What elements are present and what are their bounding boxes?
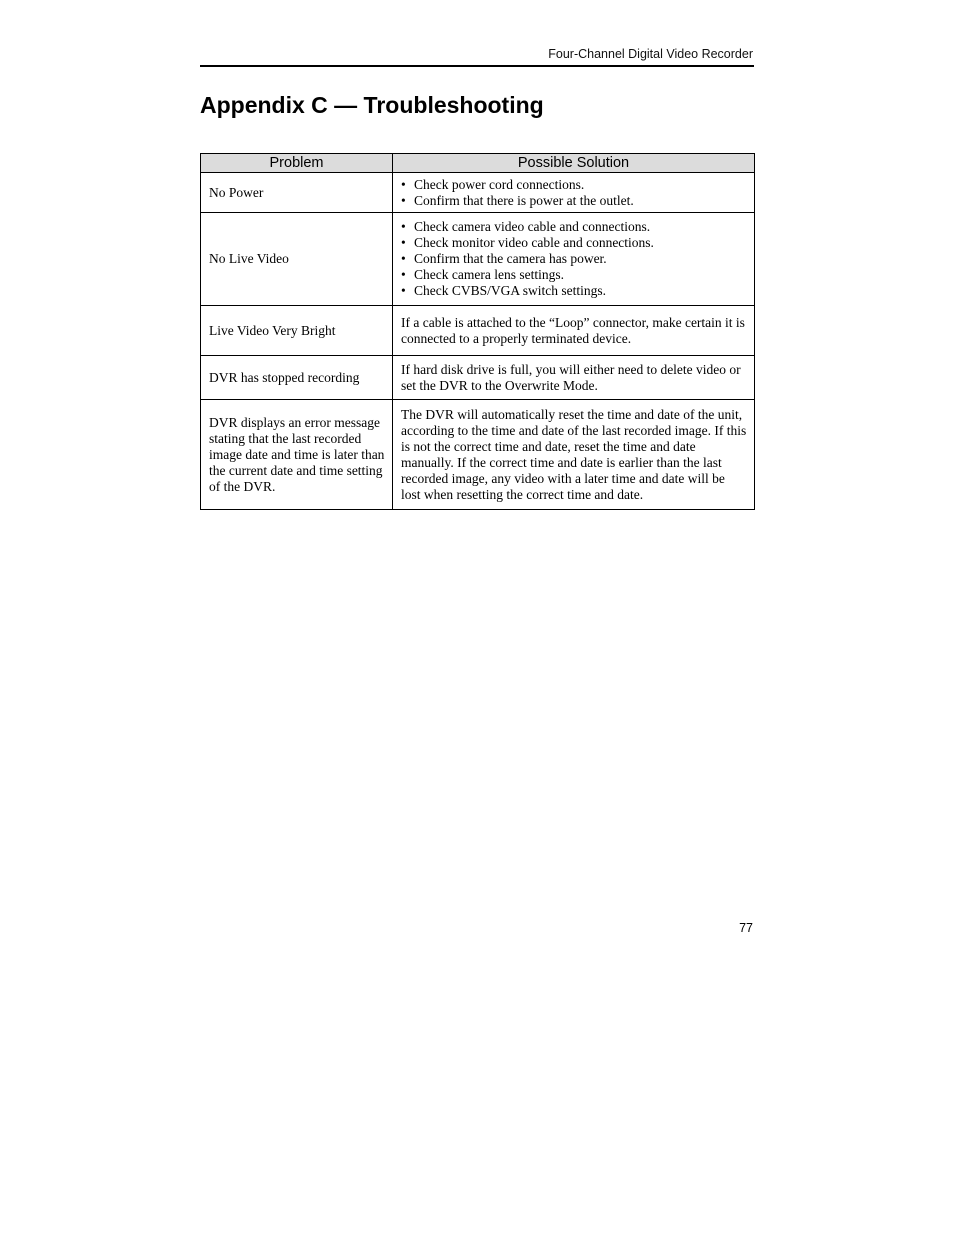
troubleshooting-table — [200, 153, 755, 510]
problem-cell: Live Video Very Bright — [201, 306, 393, 356]
solution-bullet: • Check camera video cable and connections. — [401, 219, 747, 235]
table-row — [201, 356, 755, 400]
table-row — [201, 400, 755, 510]
table-row — [201, 213, 755, 306]
solution-bullet: • Check camera lens settings. — [401, 267, 747, 283]
problem-cell: No Live Video — [201, 213, 393, 306]
problem-cell: DVR displays an error message stating that the last recorded image date and time is later than the current date and time setting of the DVR. — [201, 400, 393, 510]
header-rule — [200, 65, 754, 67]
column-header-solution: Possible Solution — [393, 154, 755, 173]
problem-cell: DVR has stopped recording — [201, 356, 393, 400]
page-number: 77 — [739, 921, 753, 935]
page-title: Appendix C — Troubleshooting — [200, 92, 544, 118]
solution-cell: If hard disk drive is full, you will either need to delete video or set the DVR to the Overwrite Mode. — [393, 356, 755, 400]
running-header: Four-Channel Digital Video Recorder — [548, 47, 753, 61]
solution-bullet: • Confirm that there is power at the outlet. — [401, 193, 747, 209]
solution-bullet-list — [401, 219, 747, 299]
solution-cell: The DVR will automatically reset the time and date of the unit, according to the time and date of the last recorded image. If this is not the correct time and date, reset the time and date manually. If the correct time and date is earlier than the last recorded image, any video with a later time and date will be lost when resetting the correct time and date. — [393, 400, 755, 510]
solution-bullet-list — [401, 177, 747, 209]
table-row — [201, 173, 755, 213]
problem-cell: No Power — [201, 173, 393, 213]
solution-bullet: • Check CVBS/VGA switch settings. — [401, 283, 747, 299]
table-header-row — [201, 154, 755, 173]
solution-cell: If a cable is attached to the “Loop” connector, make certain it is connected to a properly terminated device. — [393, 306, 755, 356]
solution-bullet: • Check power cord connections. — [401, 177, 747, 193]
solution-cell — [393, 213, 755, 306]
table-row — [201, 306, 755, 356]
solution-bullet: • Confirm that the camera has power. — [401, 251, 747, 267]
solution-cell — [393, 173, 755, 213]
solution-bullet: • Check monitor video cable and connections. — [401, 235, 747, 251]
column-header-problem: Problem — [201, 154, 393, 173]
